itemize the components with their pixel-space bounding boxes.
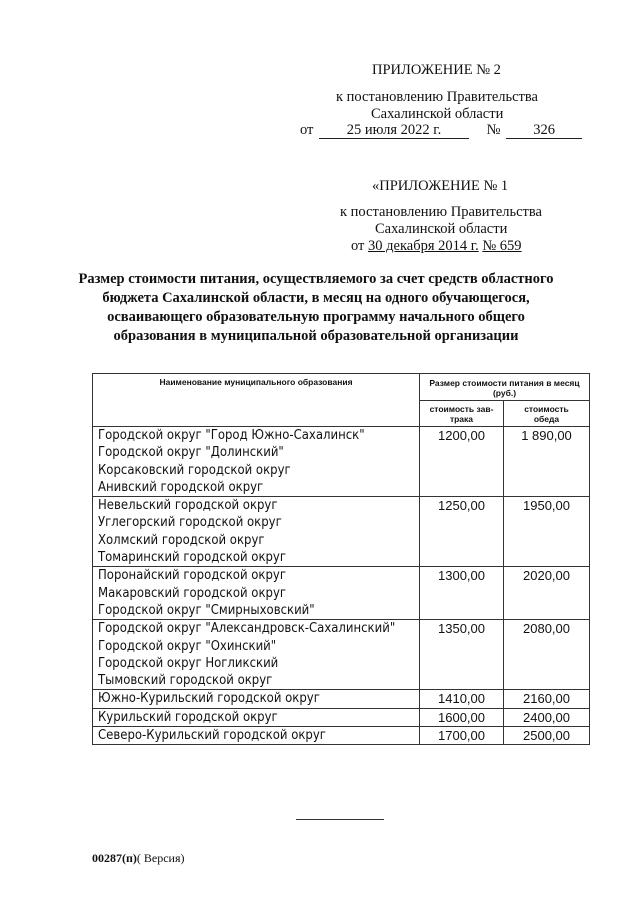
- municipality-name: Холмский городской округ: [98, 532, 265, 548]
- appendix1-date: 30 декабря 2014 г.: [368, 238, 479, 254]
- breakfast-cost: 1600,00: [420, 708, 504, 726]
- municipality-name: Тымовский городской округ: [98, 673, 273, 689]
- appendix2-number: 326: [506, 123, 582, 139]
- municipality-cell: [93, 567, 420, 620]
- document-title: [70, 270, 562, 346]
- appendix2-line1: к постановлению Правительства: [336, 89, 538, 105]
- municipality-name: Корсаковский городской округ: [98, 462, 291, 478]
- municipality-cell: [93, 708, 420, 726]
- appendix1-line2: Сахалинской области: [375, 221, 508, 237]
- table-row: [93, 567, 590, 620]
- header-municipality: Наименование муниципального образования: [93, 374, 420, 427]
- document-title-line: осваивающего образовательную программу начального общего: [107, 309, 525, 325]
- municipality-name: Городской округ "Город Южно-Сахалинск": [98, 428, 365, 443]
- footer-code: 00287(п): [92, 851, 137, 865]
- municipality-name: Анивский городской округ: [98, 479, 264, 495]
- footer-version: ( Версия): [136, 851, 185, 865]
- header-breakfast: стоимость зав-трака: [420, 401, 504, 427]
- municipality-name: Макаровский городской округ: [98, 585, 287, 601]
- appendix1-title: «ПРИЛОЖЕНИЕ № 1: [372, 178, 509, 194]
- document-title-line: Размер стоимости питания, осуществляемого за счет средств областного: [78, 271, 554, 287]
- lunch-cost: 1 890,00: [504, 427, 590, 497]
- table-row: [93, 497, 590, 567]
- breakfast-cost: 1700,00: [420, 727, 504, 745]
- lunch-cost: 2020,00: [504, 567, 590, 620]
- appendix2-title: ПРИЛОЖЕНИЕ № 2: [372, 62, 501, 78]
- municipality-name: Городской округ "Александровск-Сахалинский": [98, 621, 396, 637]
- municipality-cell: [93, 427, 420, 497]
- breakfast-cost: 1200,00: [420, 427, 504, 497]
- municipality-name: Городской округ "Смирныховский": [98, 602, 315, 618]
- appendix2-date: 25 июля 2022 г.: [319, 123, 469, 139]
- appendix1-from-label: от: [351, 238, 365, 254]
- header-lunch: стоимость обеда: [504, 401, 590, 427]
- municipality-name: Городской округ Ногликский: [98, 655, 279, 671]
- appendix1-number: № 659: [482, 238, 522, 254]
- document-title-line: образования в муниципальной образовательной организации: [113, 328, 519, 344]
- breakfast-cost: 1300,00: [420, 567, 504, 620]
- municipality-name: Невельский городской округ: [98, 498, 278, 514]
- municipality-name: Томаринский городской округ: [98, 550, 286, 566]
- divider-line: [296, 819, 384, 820]
- lunch-cost: 2160,00: [504, 690, 590, 708]
- breakfast-cost: 1250,00: [420, 497, 504, 567]
- appendix2-date-line: [300, 122, 582, 139]
- lunch-cost: 2080,00: [504, 620, 590, 690]
- breakfast-cost: 1410,00: [420, 690, 504, 708]
- appendix2-line2: Сахалинской области: [371, 106, 504, 122]
- table-row: [93, 708, 590, 726]
- lunch-cost: 2400,00: [504, 708, 590, 726]
- table-body: [93, 427, 590, 745]
- footer: [92, 851, 185, 866]
- breakfast-cost: 1350,00: [420, 620, 504, 690]
- municipality-cell: [93, 497, 420, 567]
- municipality-name: Поронайский городской округ: [98, 568, 286, 584]
- municipality-name: Северо-Курильский городской округ: [98, 728, 326, 744]
- appendix1-line1: к постановлению Правительства: [340, 204, 542, 220]
- lunch-cost: 1950,00: [504, 497, 590, 567]
- appendix1-date-line: [351, 238, 522, 255]
- municipality-name: Углегорский городской округ: [98, 515, 282, 531]
- municipality-cell: [93, 727, 420, 745]
- table-row: [93, 427, 590, 497]
- lunch-cost: 2500,00: [504, 727, 590, 745]
- municipality-name: Курильский городской округ: [98, 709, 278, 725]
- document-title-line: бюджета Сахалинской области, в месяц на одного обучающегося,: [102, 290, 530, 306]
- municipality-cell: [93, 620, 420, 690]
- municipality-name: Городской округ "Долинский": [98, 445, 284, 461]
- municipality-cell: [93, 690, 420, 708]
- table-row: [93, 620, 590, 690]
- appendix2-num-label: №: [486, 122, 501, 138]
- header-cost: Размер стоимости питания в месяц (руб.): [420, 374, 590, 401]
- table-row: [93, 690, 590, 708]
- table-row: [93, 727, 590, 745]
- municipality-name: Южно-Курильский городской округ: [98, 691, 320, 707]
- cost-table: [92, 373, 590, 745]
- appendix2-from-label: от: [300, 122, 314, 138]
- municipality-name: Городской округ "Охинский": [98, 638, 277, 654]
